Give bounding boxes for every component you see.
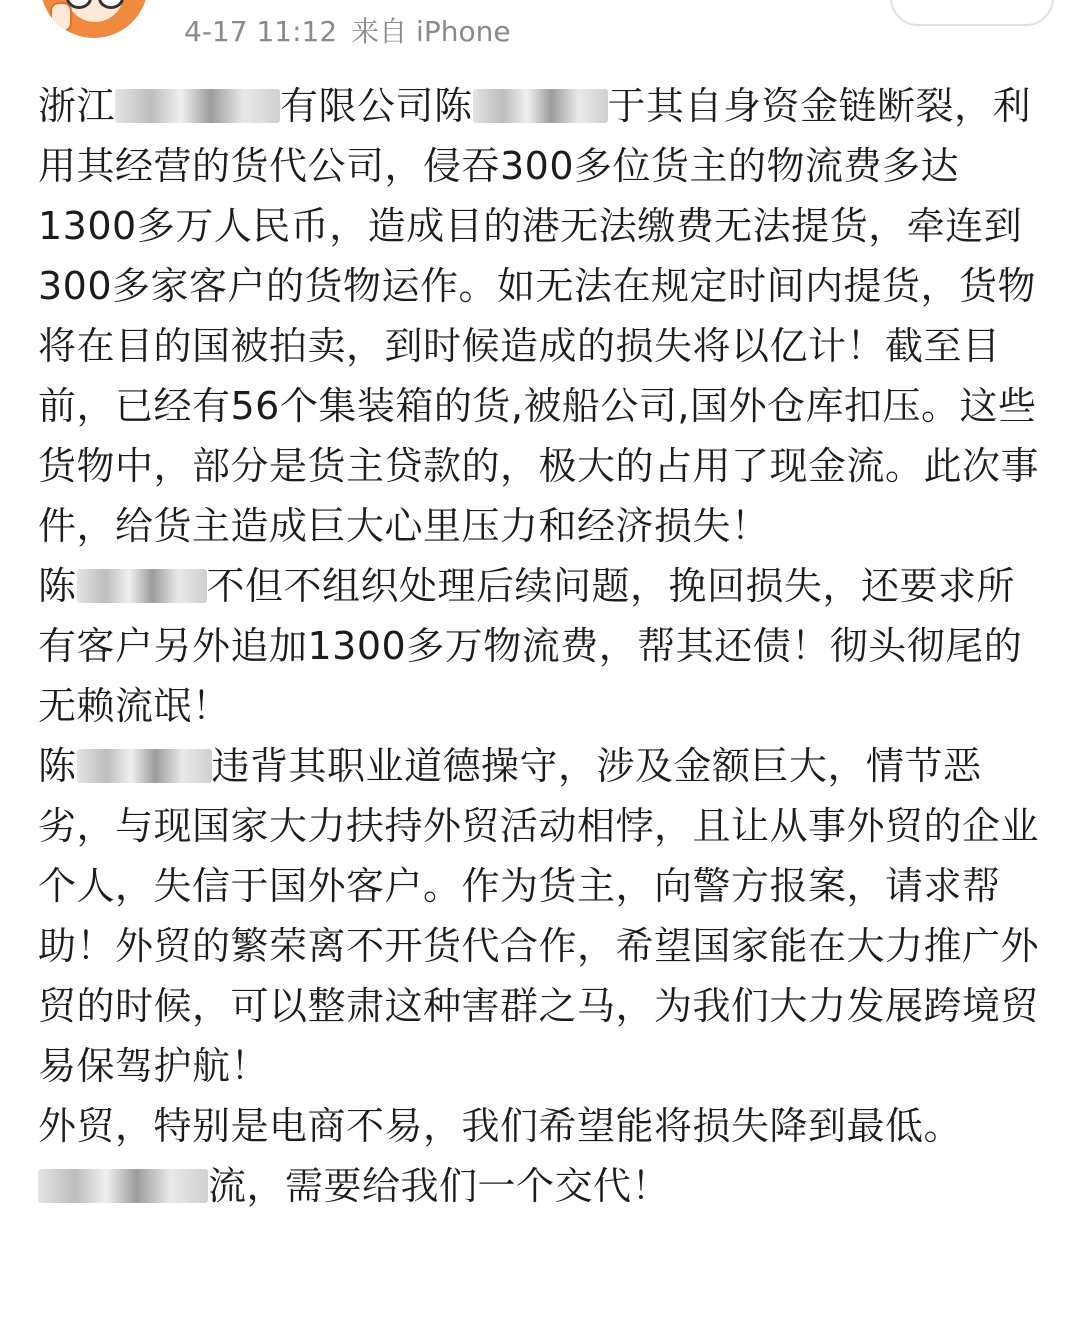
post-header: [0, 0, 1080, 70]
text-segment: 有限公司陈: [280, 84, 473, 128]
avatar-hand-icon: [50, 2, 72, 32]
text-segment: 不但不组织处理后续问题，挽回损失，还要求所有客户另外追加1300多万物流费，帮其还债！彻头彻尾的无赖流氓！: [38, 564, 1023, 728]
post-body: [38, 76, 1048, 1216]
redaction-mosaic: [77, 749, 212, 783]
text-segment: 浙江: [38, 84, 116, 128]
post-paragraph: [38, 736, 1048, 1096]
post-meta: [184, 10, 525, 50]
text-segment: 陈: [38, 564, 77, 608]
redaction-mosaic: [473, 89, 608, 123]
post-paragraph: [38, 1096, 1048, 1216]
text-segment: 于其自身资金链断裂，利用其经营的货代公司，侵吞300多位货主的物流费多达1300多万人民币，造成目的港无法缴费无法提货，牵连到300多家客户的货物运作。如无法在规定时间内提货，货物将在目的国被拍卖，到时候造成的损失将以亿计！截至目前，已经有56个集装箱的货,被船公司,国外仓库扣压。这些货物中，部分是货主贷款的，极大的占用了现金流。此次事件，给货主造成巨大心里压力和经济损失！: [38, 84, 1040, 548]
post-time: 4-17 11:12: [184, 15, 338, 48]
text-segment: 外贸，特别是电商不易，我们希望能将损失降到最低。: [38, 1104, 963, 1148]
text-segment: 陈: [38, 744, 77, 788]
redaction-mosaic: [77, 569, 207, 603]
redaction-mosaic: [115, 89, 280, 123]
post-paragraph: [38, 76, 1048, 556]
avatar[interactable]: [40, 0, 148, 38]
redaction-mosaic: [38, 1169, 208, 1203]
avatar-glasses-icon: [64, 0, 126, 7]
text-segment: 流，需要给我们一个交代！: [208, 1164, 671, 1208]
text-segment: 违背其职业道德操守，涉及金额巨大，情节恶劣，与现国家大力扶持外贸活动相悖，且让从事外贸的企业个人，失信于国外客户。作为货主，向警方报案，请求帮助！外贸的繁荣离不开货代合作，希望国家能在大力推广外贸的时候，可以整肃这种害群之马，为我们大力发展跨境贸易保驾护航！: [38, 744, 1040, 1088]
post-source: 来自 iPhone: [351, 15, 511, 48]
post-paragraph: [38, 556, 1048, 736]
follow-button[interactable]: [890, 0, 1054, 26]
